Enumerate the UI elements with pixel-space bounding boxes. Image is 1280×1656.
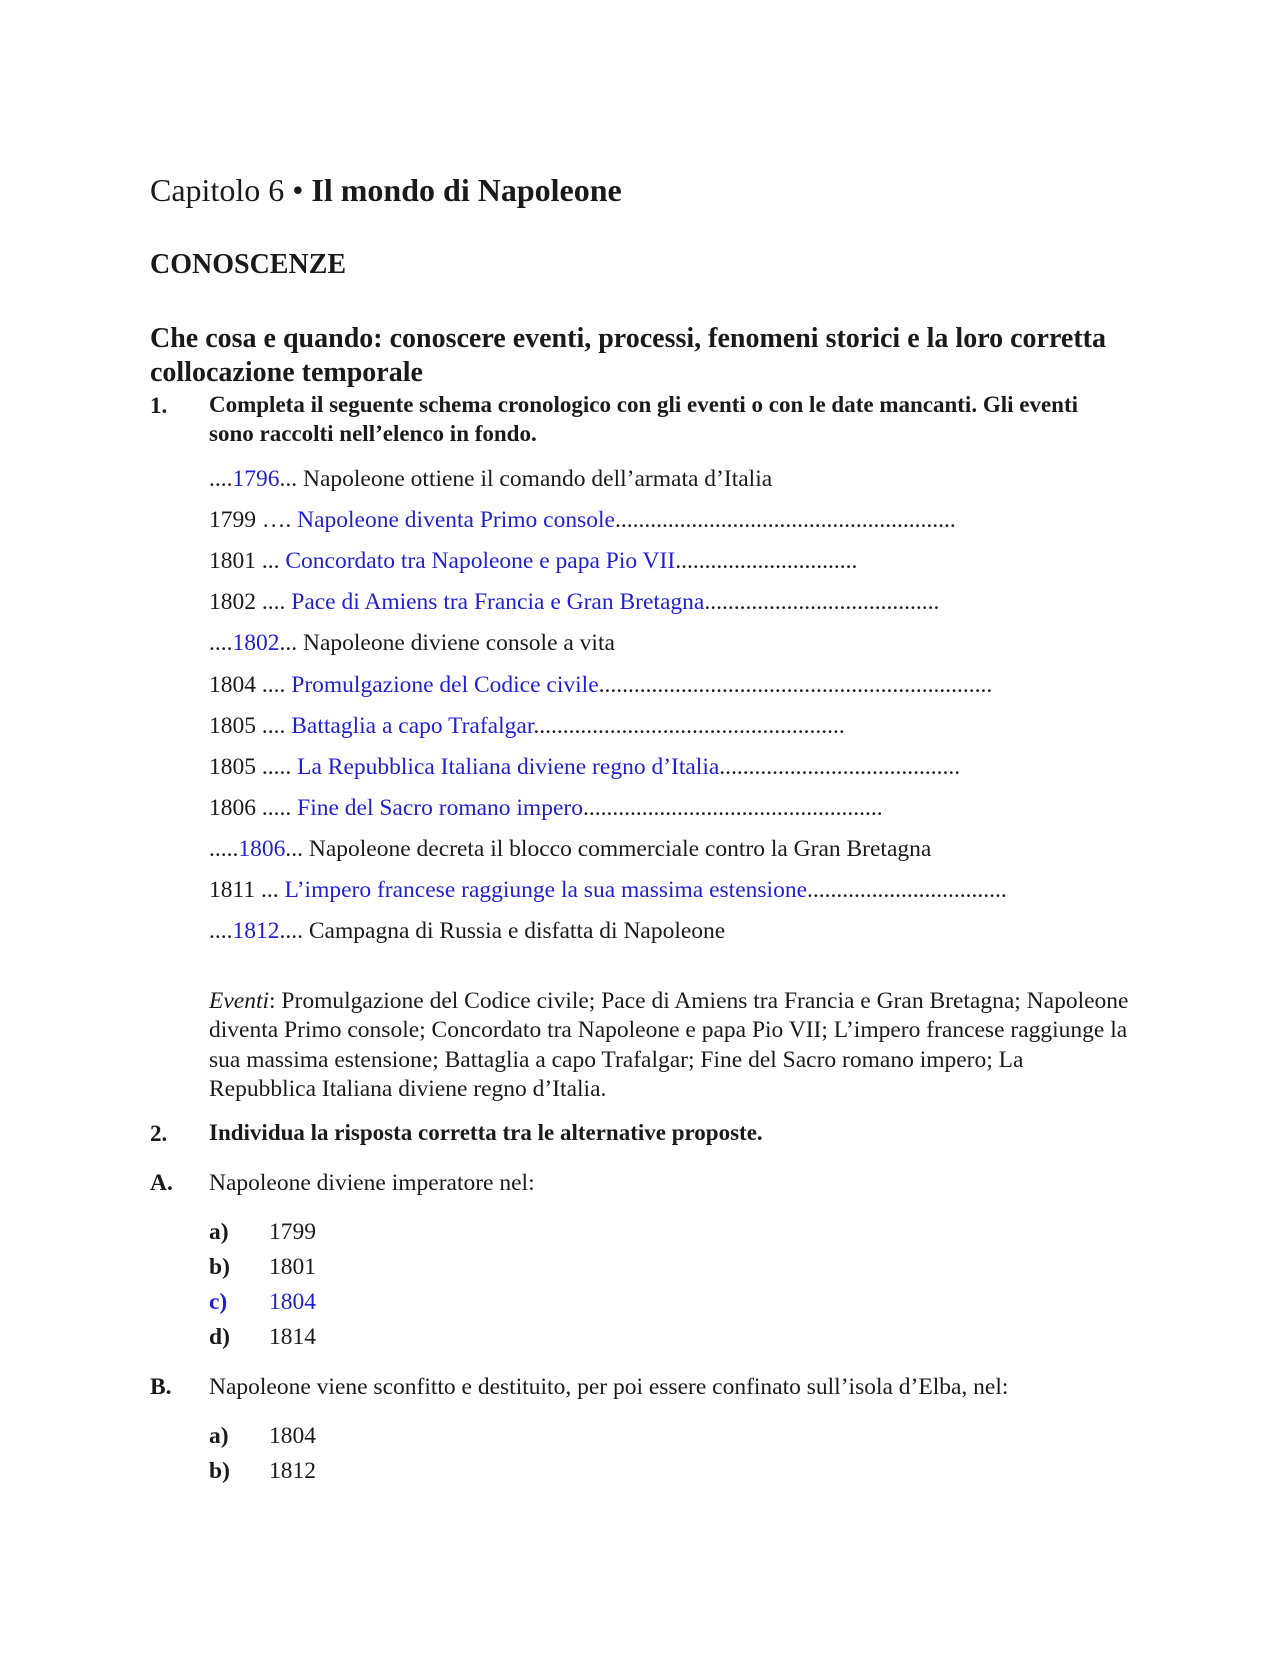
option-label: a) <box>209 1219 229 1245</box>
question-2-number: 2. <box>150 1121 168 1146</box>
timeline-row: 1811 ... L’impero francese raggiunge la sua massima estensione.................................. <box>209 877 1007 903</box>
events-label: Eventi <box>209 988 270 1014</box>
timeline-row: 1805 ..... La Repubblica Italiana diviene regno d’Italia......................................... <box>209 754 961 780</box>
question-a-text: Napoleone diviene imperatore nel: <box>209 1170 535 1196</box>
events-list <box>209 987 1129 1104</box>
question-a-letter: A. <box>150 1170 173 1196</box>
chapter-title: Il mondo di Napoleone <box>311 172 622 208</box>
option-value: 1801 <box>269 1254 316 1280</box>
option-value: 1814 <box>269 1324 316 1350</box>
question-2-text: Individua la risposta corretta tra le alternative proposte. <box>209 1120 763 1145</box>
timeline-row: .....1806... Napoleone decreta il blocco commerciale contro la Gran Bretagna <box>209 836 932 862</box>
subtitle: Che cosa e quando: conoscere eventi, processi, fenomeni storici e la loro corretta collocazione temporale <box>150 323 1106 388</box>
timeline-row: 1799 …. Napoleone diventa Primo console.......................................................... <box>209 507 956 533</box>
option-label: a) <box>209 1423 229 1449</box>
option-label: b) <box>209 1254 230 1280</box>
timeline-row: ....1802... Napoleone diviene console a vita <box>209 630 615 656</box>
question-1-text: Completa il seguente schema cronologico con gli eventi o con le date mancanti. Gli eventi sono raccolti nell’elenco in fondo. <box>209 392 1078 446</box>
timeline-row: 1804 .... Promulgazione del Codice civile................................................................... <box>209 672 993 698</box>
option-value: 1804 <box>269 1423 316 1449</box>
timeline-row: 1805 .... Battaglia a capo Trafalgar..................................................... <box>209 713 845 739</box>
option-label: b) <box>209 1458 230 1484</box>
question-1-number: 1. <box>150 393 168 418</box>
section-heading: CONOSCENZE <box>150 249 347 280</box>
option-value: 1812 <box>269 1458 316 1484</box>
chapter-heading <box>150 172 622 209</box>
question-b-letter: B. <box>150 1374 172 1400</box>
timeline-row: ....1812.... Campagna di Russia e disfatta di Napoleone <box>209 918 726 944</box>
timeline-row: 1801 ... Concordato tra Napoleone e papa Pio VII............................... <box>209 548 858 574</box>
option-value: 1799 <box>269 1219 316 1245</box>
timeline-row: ....1796... Napoleone ottiene il comando dell’armata d’Italia <box>209 466 773 492</box>
option-value-correct: 1804 <box>269 1289 316 1315</box>
chapter-prefix: Capitolo 6 • <box>150 172 312 208</box>
option-label: d) <box>209 1324 230 1350</box>
timeline-row: 1806 ..... Fine del Sacro romano impero................................................... <box>209 795 883 821</box>
timeline-row: 1802 .... Pace di Amiens tra Francia e Gran Bretagna........................................ <box>209 589 940 615</box>
question-b-text: Napoleone viene sconfitto e destituito, per poi essere confinato sull’isola d’Elba, nel: <box>209 1374 1009 1400</box>
events-text: : Promulgazione del Codice civile; Pace di Amiens tra Francia e Gran Bretagna; Napoleone diventa Primo console; Concordato tra Napoleone e papa Pio VII; L’impero francese raggiunge la sua massima estensione; Battaglia a capo Trafalgar; Fine del Sacro romano impero; La Repubblica Italiana diviene regno d’Italia. <box>209 988 1129 1102</box>
option-label-correct: c) <box>209 1289 228 1315</box>
